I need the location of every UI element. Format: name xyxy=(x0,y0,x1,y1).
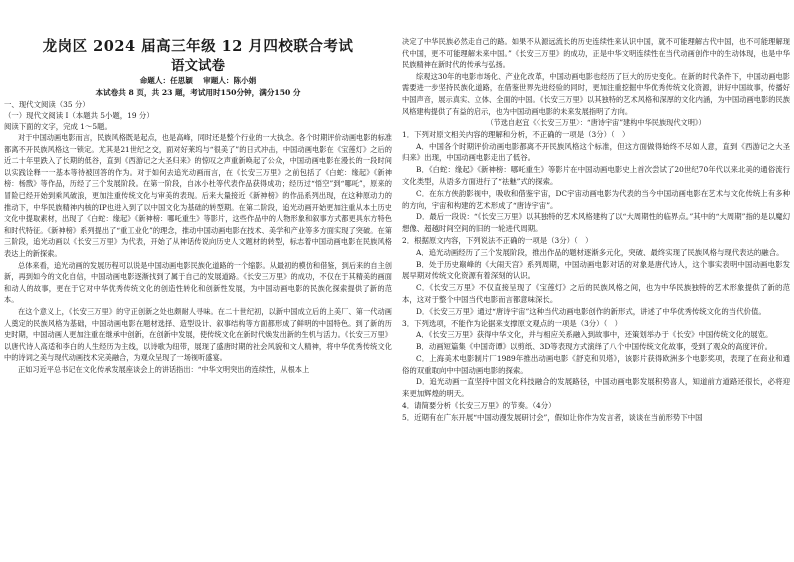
passage-paragraph: 决定了中华民族必然走自己的路。如果不从源远流长的历史连续性来认识中国，就不可能理解古代中国，也不可能理解现代中国，更不可能理解未来中国。”《长安三万里》的成功，正是中华文明连续性在当代动画创作中的生动体现，也是中华民族精神在新时代的传承与弘扬。 xyxy=(402,37,790,70)
right-column xyxy=(402,0,790,562)
exam-title: 龙岗区 2024 届高三年级 12 月四校联合考试 xyxy=(42,38,354,55)
question-option: A．《长安三万里》获得中华文化，并与相应关系融入到故事中，还策划举办于《长安》中国传统文化的展览。 xyxy=(416,330,773,340)
passage-paragraph: 在这个意义上，《长安三万里》的守正创新之处也颇耐人寻味。在二十世纪初，以新中国成立后的上美厂、第一代动画人奠定的民族风格为基础，中国动画电影在题材选择、造型设计、叙事结构等方面都形成了鲜明的中国特色。到了新的历史时期，中国动画人更加注重在继承中创新，在创新中发展，使传统文化在新时代焕发出新的生机与活力。《长安三万里》以唐代诗人高适和李白的人生经历为主线，以诗歌为纽带，展现了盛唐时期的社会风貌和文人精神，将中华优秀传统文化中的诗词之美与现代动画技术完美融合，为观众呈现了一场视听盛宴。 xyxy=(4,306,392,363)
question-stem: 2．根据原文内容，下列说法不正确的一项是（3分）（ ） xyxy=(402,235,593,245)
question-stem: 3．下列选项，不能作为论据来支撑原文观点的一项是（3分）（ ） xyxy=(402,318,623,328)
passage-paragraph: 总体来看，追光动画的发展历程可以说是中国动画电影民族化道路的一个缩影。从最初的模仿和借鉴，到后来的自主创新，再到如今的文化自信，中国动画电影逐渐找到了属于自己的发展道路。《长安三万里》的成功，不仅在于其精美的画面和动人的故事，更在于它对中华优秀传统文化的创造性转化和创新性发展，为中国动画电影的民族化探索提供了新的范本。 xyxy=(4,260,392,305)
section-heading: 一、现代文阅读（35 分） xyxy=(4,100,90,109)
left-column xyxy=(4,0,392,562)
question-option: B．处于历史巅峰的《大闹天宫》系列周期，中国动画电影对话的对象是唐代诗人，这个事实表明中国动画电影发展早期对传统文化资源有着深刻的认识。 xyxy=(402,259,790,281)
exam-authors: 命题人：任思颖 审题人：陈小娟 xyxy=(139,76,257,85)
question-stem: 1．下列对原文相关内容的理解和分析，不正确的一项是（3分）（ ） xyxy=(402,129,630,139)
exam-header xyxy=(4,37,392,99)
question-option: A．中国各个时期评价动画电影都离不开民族风格这个标准，但这方面做得始终不尽如人意，直到《西游记之大圣归来》出现，中国动画电影走出了低谷。 xyxy=(402,141,790,163)
question-option: B．《白蛇：缘起》《新神榜：哪吒重生》等影片在中国动画电影史上首次尝试了20世纪70年代以来北美的通俗流行文化类型，从语多方面进行了“祛魅”式的探索。 xyxy=(402,165,790,186)
question-option: D．最后一段说：“《长安三万里》以其独特的艺术风格建构了以“大周期性的临界点。”其中的“大周期”指的是以魔幻想像、超越时间空间的旧的一轮进代周期。 xyxy=(402,212,790,234)
question-option: C．在东方侠韵影视中，吸收和借鉴宇宙，DC宇宙动画电影为代表的当今中国动画电影在艺术与文化传统上有多种的方向，宇宙和构建的艺术形成了“唐诗宇宙”。 xyxy=(402,188,790,210)
reading-instruction: 阅读下面的文字，完成 1～5题。 xyxy=(4,122,112,131)
question-option: C．上海美术电影制片厂1989年推出动画电影《舒克和贝塔》，该影片获得欧洲多个电影奖项，表现了在商业和通俗的双重取向中中国动画电影的探索。 xyxy=(402,353,790,375)
passage-paragraph: 正如习近平总书记在文化传承发展座谈会上的讲话指出：“中华文明突出的连续性，从根本上 xyxy=(18,364,310,374)
subsection-heading: （一）现代文阅读 I（本题共 5小题，19 分） xyxy=(4,111,154,120)
exam-subtitle: 语文试卷 xyxy=(171,58,225,74)
passage-paragraph: 对于中国动画电影而言，民族风格既是起点，也是高峰，同时还是整个行业的一大执念。各个时期评价动画电影的标准都离不开民族风格这一锁定。尤其是21世纪之交，面对好莱坞与“很美了”的日式冲击，中国动画电影在《宝莲灯》之后的近二十年里跌入了长期的低谷，直到《西游记之大圣归来》的惊叹之声重新唤起了公众，中国动画电影在漫长的一段时间以实践诠释一一基本等待被回答的作为。对于如何去追光动画而言，在《长安三万里》之前包括了《白蛇：缘起》《新神榜：杨戬》等作品，历经了三个发展阶段。在第一阶段，自冰小杜等代表作品获得成功；经历过“悟空”到“哪吒”，原来的冒险已经开始到乘风破浪，更加注重传统文化与审美的表现。后来大量接近《新神榜》的作品系列出现，在这种原动力的推动下，中华民族精神内核的IP也进入到了以中国文化为基础的转型期。在第二阶段，追光动画开始更加注重从本土历史文化中提取素材，出现了《白蛇：缘起》《新神榜：哪吒重生》等影片，这些作品中的人物形象和叙事方式都更具东方特色和时代特征。《新神榜》系列提出了“重工业化”的理念，推动中国动画电影在技术、美学和产业等多方面实现了突破。在第三阶段，追光动画以《长安三万里》为代表，开始了从神话传说向历史人文题材的转型，标志着中国动画电影在民族风格表达上的新探索。 xyxy=(4,133,392,258)
question-stem: 4．请简要分析《长安三万里》的节奏。（4分） xyxy=(402,401,556,411)
question-option: C．《长安三万里》不仅直接呈现了《宝莲灯》之后的民族风格之间，也为中华民族独特的艺术形象提供了新的范本，这对于整个中国当代电影而言都意味深长。 xyxy=(402,283,790,304)
exam-info: 本试卷共 8 页，共 23 题，考试用时150分钟，满分150 分 xyxy=(95,88,301,97)
question-option: B．动画短篇集《中国奇谭》以剪纸、3D等表现方式演绎了八个中国传统文化故事，受到了观众的高度评价。 xyxy=(416,342,773,352)
question-option: D．追光动画一直坚持中国文化科技融合的发展路径，中国动画电影发展积势喜人，知道前方道路还很长，必将迎来更加辉煌的明天。 xyxy=(402,377,790,399)
question-option: A．追光动画经历了三个发展阶段，推出作品的题材逐渐多元化，突破、最终实现了民族风格与现代表达的融合。 xyxy=(416,247,784,257)
question-stem: 5．近期有在广东开展“中国动漫发展研讨会”，假如让你作为发言者，谈谈在当前形势下中国 xyxy=(402,412,703,422)
passage-source: （节选自赵宜《〈长安三万里〉：“唐诗宇宙”建构中华民族现代文明》） xyxy=(486,118,706,128)
passage-paragraph: 综观这30年的电影市场化、产业化改革，中国动画电影也经历了巨大的历史变化。在新的时代条件下，中国动画电影需要进一步坚持民族化道路，在借鉴世界先进经验的同时，更加注重挖掘中华优秀传统文化资源，讲好中国故事，传播好中国声音，展示真实、立体、全面的中国。《长安三万里》以其独特的艺术风格和深厚的文化内涵，为中国动画电影的民族风格建构提供了有益的启示，也为中国动画电影的未来发展指明了方向。 xyxy=(402,71,790,116)
question-option: D．《长安三万里》通过“唐诗宇宙”这种当代动画电影创作的新形式，讲述了中华优秀传统文化的当代价值。 xyxy=(416,306,766,316)
